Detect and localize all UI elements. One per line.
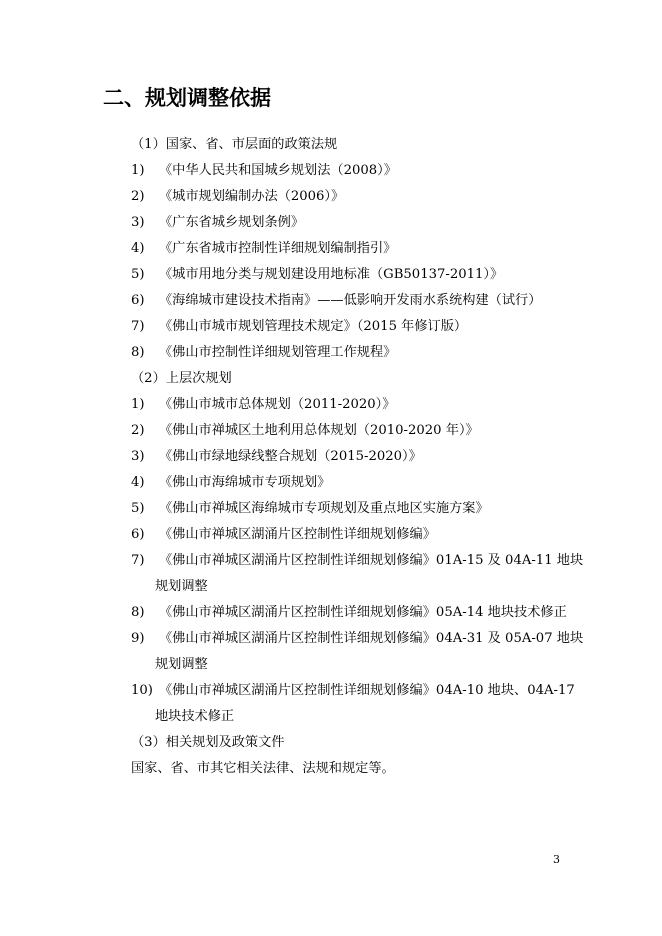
list-item — [131, 421, 479, 441]
list-item-number: 3) — [131, 449, 145, 464]
list-item-text: 《佛山市禅城区湖涌片区控制性详细规划修编》 — [159, 527, 436, 542]
list-item-number: 5) — [131, 501, 145, 516]
list-item — [131, 629, 583, 649]
list-item-continuation: 规划调整 — [155, 657, 208, 672]
list-item — [131, 317, 467, 337]
list-item — [131, 395, 395, 415]
page-number: 3 — [553, 853, 560, 866]
list-item-text: 《佛山市禅城区湖涌片区控制性详细规划修编》05A-14 地块技术修正 — [159, 605, 567, 620]
section-heading: 二、规划调整依据 — [103, 86, 271, 110]
list-item-number: 4) — [131, 241, 145, 256]
list-item — [131, 213, 304, 233]
list-item-number: 2) — [131, 423, 145, 438]
list-item-number: 9) — [131, 631, 145, 646]
list-item-text: 《佛山市海绵城市专项规划》 — [159, 475, 331, 490]
list-item-text: 《佛山市绿地绿线整合规划（2015-2020）》 — [159, 449, 422, 464]
list-item-number: 8) — [131, 345, 145, 360]
list-item-continuation: 地块技术修正 — [155, 709, 235, 724]
list-item-text: 《城市规划编制办法（2006）》 — [159, 189, 345, 204]
list-item-number: 5) — [131, 267, 145, 282]
list-item-text: 《佛山市禅城区湖涌片区控制性详细规划修编》01A-15 及 04A-11 地块 — [159, 553, 584, 568]
subsection-title-1: （1）国家、省、市层面的政策法规 — [131, 137, 338, 152]
list-item-number: 7) — [131, 553, 145, 568]
list-item-text: 《海绵城市建设技术指南》——低影响开发雨水系统构建（试行） — [159, 293, 542, 308]
list-item-text: 《佛山市城市总体规划（2011-2020）》 — [159, 397, 396, 412]
list-item-text: 《佛山市控制性详细规划管理工作规程》 — [159, 345, 397, 360]
list-item — [131, 499, 489, 519]
list-item — [131, 447, 422, 467]
list-item-text: 《中华人民共和国城乡规划法（2008）》 — [159, 163, 397, 178]
list-item-text: 《佛山市禅城区湖涌片区控制性详细规划修编》04A-10 地块、04A-17 — [159, 683, 575, 698]
list-item-text: 《佛山市城市规划管理技术规定》（2015 年修订版） — [159, 319, 468, 334]
list-item-text: 《城市用地分类与规划建设用地标准（GB50137-2011）》 — [159, 267, 504, 282]
body-paragraph: 国家、省、市其它相关法律、法规和规定等。 — [131, 761, 395, 776]
list-item-text: 《佛山市禅城区海绵城市专项规划及重点地区实施方案》 — [159, 501, 489, 516]
list-item — [131, 265, 503, 285]
list-item-text: 《广东省城乡规划条例》 — [159, 215, 305, 230]
list-item-text: 《广东省城市控制性详细规划编制指引》 — [159, 241, 397, 256]
list-item-text: 《佛山市禅城区湖涌片区控制性详细规划修编》04A-31 及 05A-07 地块 — [159, 631, 584, 646]
list-item-continuation: 规划调整 — [155, 579, 208, 594]
list-item-number: 10) — [131, 683, 153, 698]
list-item — [131, 681, 575, 701]
list-item — [131, 473, 330, 493]
list-item-number: 6) — [131, 293, 145, 308]
list-item — [131, 343, 396, 363]
list-item — [131, 239, 396, 259]
list-item-number: 7) — [131, 319, 145, 334]
list-item-text: 《佛山市禅城区土地利用总体规划（2010-2020 年）》 — [159, 423, 479, 438]
list-item — [131, 161, 397, 181]
list-item — [131, 291, 541, 311]
list-item — [131, 187, 344, 207]
list-item-number: 4) — [131, 475, 145, 490]
list-item-number: 3) — [131, 215, 145, 230]
list-item-number: 1) — [131, 397, 145, 412]
list-item-number: 8) — [131, 605, 145, 620]
list-item — [131, 551, 583, 571]
subsection-title-3: （3）相关规划及政策文件 — [131, 735, 285, 750]
list-item-number: 6) — [131, 527, 145, 542]
subsection-title-2: （2）上层次规划 — [131, 371, 232, 386]
list-item — [131, 603, 567, 623]
list-item-number: 2) — [131, 189, 145, 204]
list-item — [131, 525, 436, 545]
list-item-number: 1) — [131, 163, 145, 178]
